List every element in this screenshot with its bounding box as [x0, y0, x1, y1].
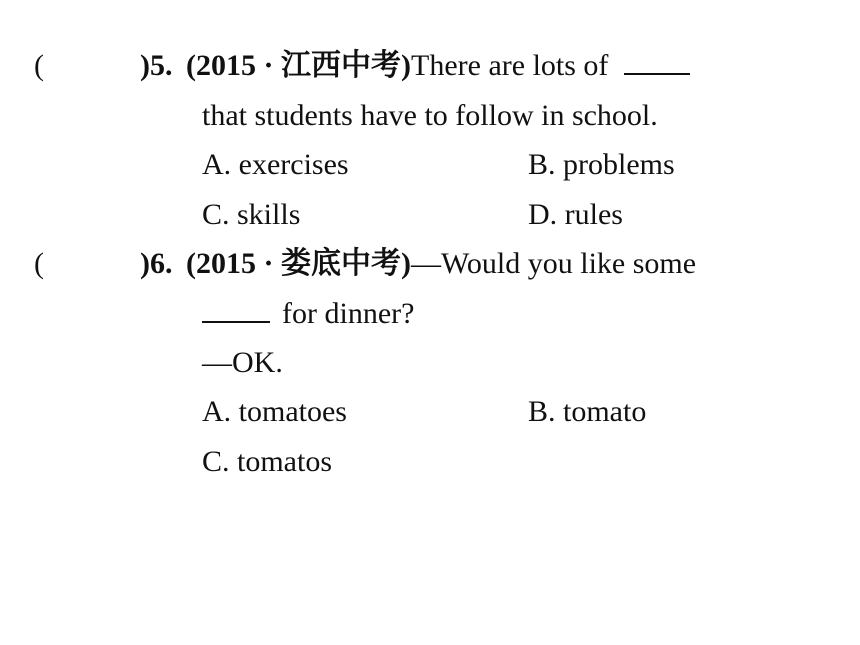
answer-blank	[202, 295, 270, 323]
option-d: D. rules	[528, 198, 623, 231]
question-stem-line3: —OK.	[202, 346, 283, 379]
option-c: C. tomatos	[202, 445, 333, 478]
question-number-label: )6.	[140, 247, 173, 280]
question-stem-line2-wrap	[202, 294, 414, 334]
option-a: A. tomatoes	[202, 395, 347, 428]
question-source: (2015 · 江西中考)	[186, 49, 411, 82]
question-number-label: )5.	[140, 49, 173, 82]
question-stem-line2: for dinner?	[282, 297, 415, 330]
option-b: B. tomato	[528, 395, 647, 428]
answer-blank	[624, 47, 690, 75]
answer-paren-open: (	[34, 49, 44, 82]
option-a: A. exercises	[202, 148, 349, 181]
answer-paren-open: (	[34, 247, 44, 280]
question-stem-line1: —Would you like some	[411, 247, 697, 280]
question-stem-line1: There are lots of	[411, 49, 609, 82]
question-number	[140, 46, 690, 86]
question-stem-line2: that students have to follow in school.	[202, 99, 658, 132]
option-c: C. skills	[202, 198, 301, 231]
option-b: B. problems	[528, 148, 675, 181]
question-source: (2015 · 娄底中考)	[186, 247, 411, 280]
question-number	[140, 244, 696, 284]
